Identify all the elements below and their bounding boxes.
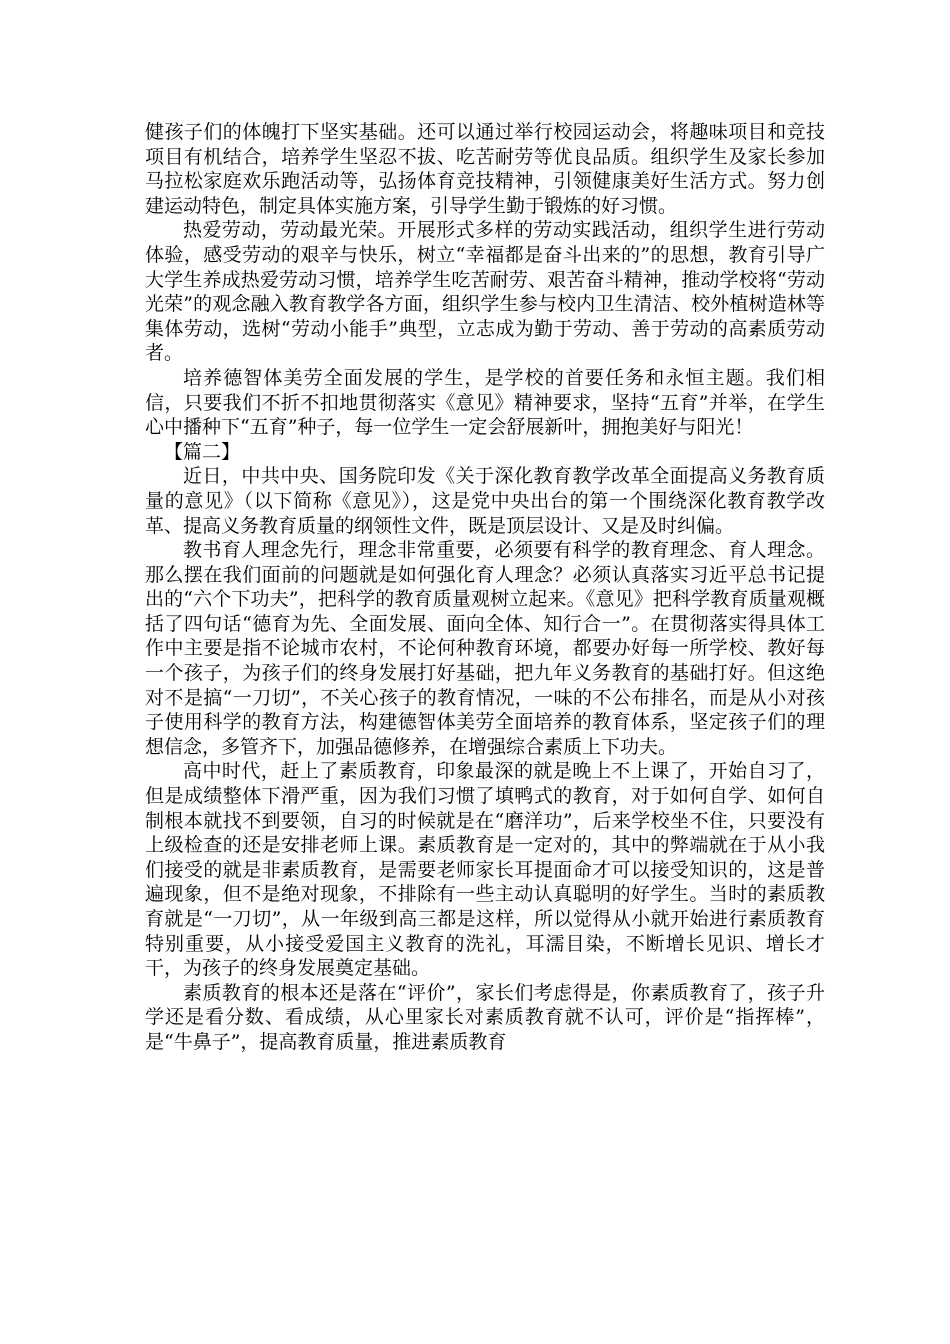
paragraph-education-philosophy: 教书育人理念先行，理念非常重要，必须要有科学的教育理念、育人理念。那么摆在我们面前的问题就是如何强化育人理念？必须认真落实习近平总书记提出的“六个下功夫”，把科学的教育质量观树立起来。《意见》把科学教育质量观概括了四句话“德育为先、全面发展、面向全体、知行合一”。在贯彻落实得具体工作中主要是指不论城市农村，不论何种教育环境，都要办好每一所学校、教好每一个孩子，为孩子们的终身发展打好基础，把九年义务教育的基础打好。但这绝对不是搞“一刀切”，不关心孩子的教育情况，一味的不公布排名，而是从小对孩子使用科学的教育方法，构建德智体美劳全面培养的教育体系，坚定孩子们的理想信念，多管齐下，加强品德修养，在增强综合素质上下功夫。 bbox=[145, 539, 825, 758]
paragraph-labor: 热爱劳动，劳动最光荣。开展形式多样的劳动实践活动，组织学生进行劳动体验，感受劳动的艰辛与快乐，树立“幸福都是奋斗出来的”的思想，教育引导广大学生养成热爱劳动习惯，培养学生吃苦耐劳、艰苦奋斗精神，推动学校将“劳动光荣”的观念融入教育教学各方面，组织学生参与校内卫生清洁、校外植树造林等集体劳动，选树“劳动小能手”典型，立志成为勤于劳动、善于劳动的高素质劳动者。 bbox=[145, 219, 825, 365]
paragraph-evaluation: 素质教育的根本还是落在“评价”，家长们考虑得是，你素质教育了，孩子升学还是看分数、看成绩，从心里家长对素质教育就不认可，评价是“指挥棒”，是“牛鼻子”，提高教育质量，推进素质教育 bbox=[145, 981, 825, 1053]
paragraph-sports-continuation: 健孩子们的体魄打下坚实基础。还可以通过举行校园运动会，将趣味项目和竞技项目有机结合，培养学生坚忍不拔、吃苦耐劳等优良品质。组织学生及家长参加马拉松家庭欢乐跑活动等，弘扬体育竞技精神，引领健康美好生活方式。努力创建运动特色，制定具体实施方案，引导学生勤于锻炼的好习惯。 bbox=[145, 121, 825, 217]
paragraph-conclusion: 培养德智体美劳全面发展的学生，是学校的首要任务和永恒主题。我们相信，只要我们不折不扣地贯彻落实《意见》精神要求，坚持“五育”并举，在学生心中播种下“五育”种子，每一位学生一定会舒展新叶，拥抱美好与阳光！ bbox=[145, 366, 825, 439]
section-heading-part-two: 【篇二】 bbox=[164, 440, 241, 463]
paragraph-opinion-intro: 近日，中共中央、国务院印发《关于深化教育教学改革全面提高义务教育质量的意见》（以下简称《意见》），这是党中央出台的第一个围绕深化教育教学改革、提高义务教育质量的纲领性文件，既是顶层设计、又是及时纠偏。 bbox=[145, 465, 825, 537]
paragraph-high-school-memory: 高中时代，赶上了素质教育，印象最深的就是晚上不上课了，开始自习了，但是成绩整体下滑严重，因为我们习惯了填鸭式的教育，对于如何自学、如何自制根本就找不到要领，自习的时候就是在“磨洋功”，后来学校坐不住，只要没有上级检查的还是安排老师上课。素质教育是一定对的，其中的弊端就在于从小我们接受的就是非素质教育，是需要老师家长耳提面命才可以接受知识的，这是普遍现象，但不是绝对现象，不排除有一些主动认真聪明的好学生。当时的素质教育就是“一刀切”，从一年级到高三都是这样，所以觉得从小就开始进行素质教育特别重要，从小接受爱国主义教育的洗礼，耳濡目染，不断增长见识、增长才干，为孩子的终身发展奠定基础。 bbox=[145, 760, 825, 980]
document-page bbox=[145, 120, 825, 1055]
